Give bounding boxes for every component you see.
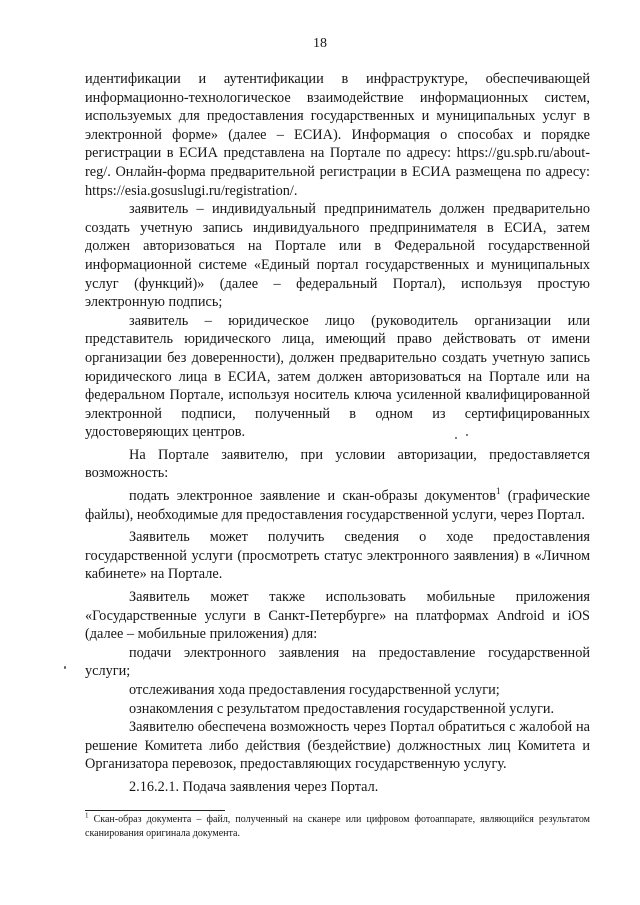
list-item-track-progress: отслеживания хода предоставления государственной услуги; xyxy=(129,682,500,698)
submit-documents-text: подать электронное заявление и скан-образы документов xyxy=(129,488,496,505)
paragraph-esia-info: идентификации и аутентификации в инфраструктуре, обеспечивающей информационно-технологическое взаимодействие информационных систем, используемых для предоставления государственных и муниципальных услуг в электронной форме» (далее – ЕСИА). Информация о способах и порядке регистрации в ЕСИА представлена на Портале по адресу: https://gu.spb.ru/about-reg/. Онлайн-форма предварительной регистрации в ЕСИА размещена по адресу: https://esia.gosuslugi.ru/registration/. xyxy=(85,71,590,199)
footnote xyxy=(85,813,590,841)
scan-speck xyxy=(466,434,468,436)
footnote-marker: 1 xyxy=(85,811,89,820)
paragraph-portal-opportunity: На Портале заявителю, при условии авторизации, предоставляется возможность: xyxy=(85,446,590,482)
list-item-view-result: ознакомления с результатом предоставления государственной услуги. xyxy=(129,700,555,717)
paragraph-track-status: Заявитель может получить сведения о ходе предоставления государственной услуги (просмотреть статус электронного заявления) в «Личном кабинете» на Портале. xyxy=(85,529,590,583)
footnote-reference: 1 xyxy=(495,486,501,497)
paragraph-legal-entity: заявитель – юридическое лицо (руководитель организации или представитель юридического лица, имеющий право действовать от имени организации без доверенности), должен предварительно создать учетную запись юридического лица в ЕСИА, затем должен авторизоваться на Портале или на федеральном Портале, используя носитель ключа усиленной квалифицированной электронной подписи, полученный в одном из сертифицированных удостоверяющих центров. xyxy=(85,312,590,441)
footnote-text: Скан-образ документа – файл, полученный на сканере или цифровом фотоаппарате, являющийся результатом сканирования оригинала документа. xyxy=(85,814,591,839)
scan-speck xyxy=(455,437,457,439)
paragraph-individual-entrepreneur: заявитель – индивидуальный предприниматель должен предварительно создать учетную запись индивидуального предпринимателя в ЕСИА, затем должен авторизоваться на Портале или в Федеральной государственной информационной системе «Единый портал государственных и муниципальных услуг (функций)» (далее – федеральный Портал), используя простую электронную подпись; xyxy=(85,201,590,311)
document-body xyxy=(85,70,590,797)
scan-speck xyxy=(64,666,66,669)
section-heading-2-16-2-1: 2.16.2.1. Подача заявления через Портал. xyxy=(129,778,379,795)
paragraph-mobile-apps: Заявитель может также использовать мобильные приложения «Государственные услуги в Санкт-Петербурге» на платформах Android и iOS (далее – мобильные приложения) для: xyxy=(85,589,590,643)
page-number: 18 xyxy=(313,36,327,51)
list-item-submit-application: подачи электронного заявления на предоставление государственной услуги; xyxy=(85,644,590,680)
paragraph-submit-documents xyxy=(85,487,590,524)
submit-documents-text-cont: (графические файлы), необходимые для предоставления государственной услуги, через Портал. xyxy=(85,488,591,523)
paragraph-complaint: Заявителю обеспечена возможность через Портал обратиться с жалобой на решение Комитета либо действия (бездействие) должностных лиц Комитета и Организатора перевозок, предоставляющих государственную услугу. xyxy=(85,719,590,773)
footnote-divider xyxy=(85,810,225,811)
